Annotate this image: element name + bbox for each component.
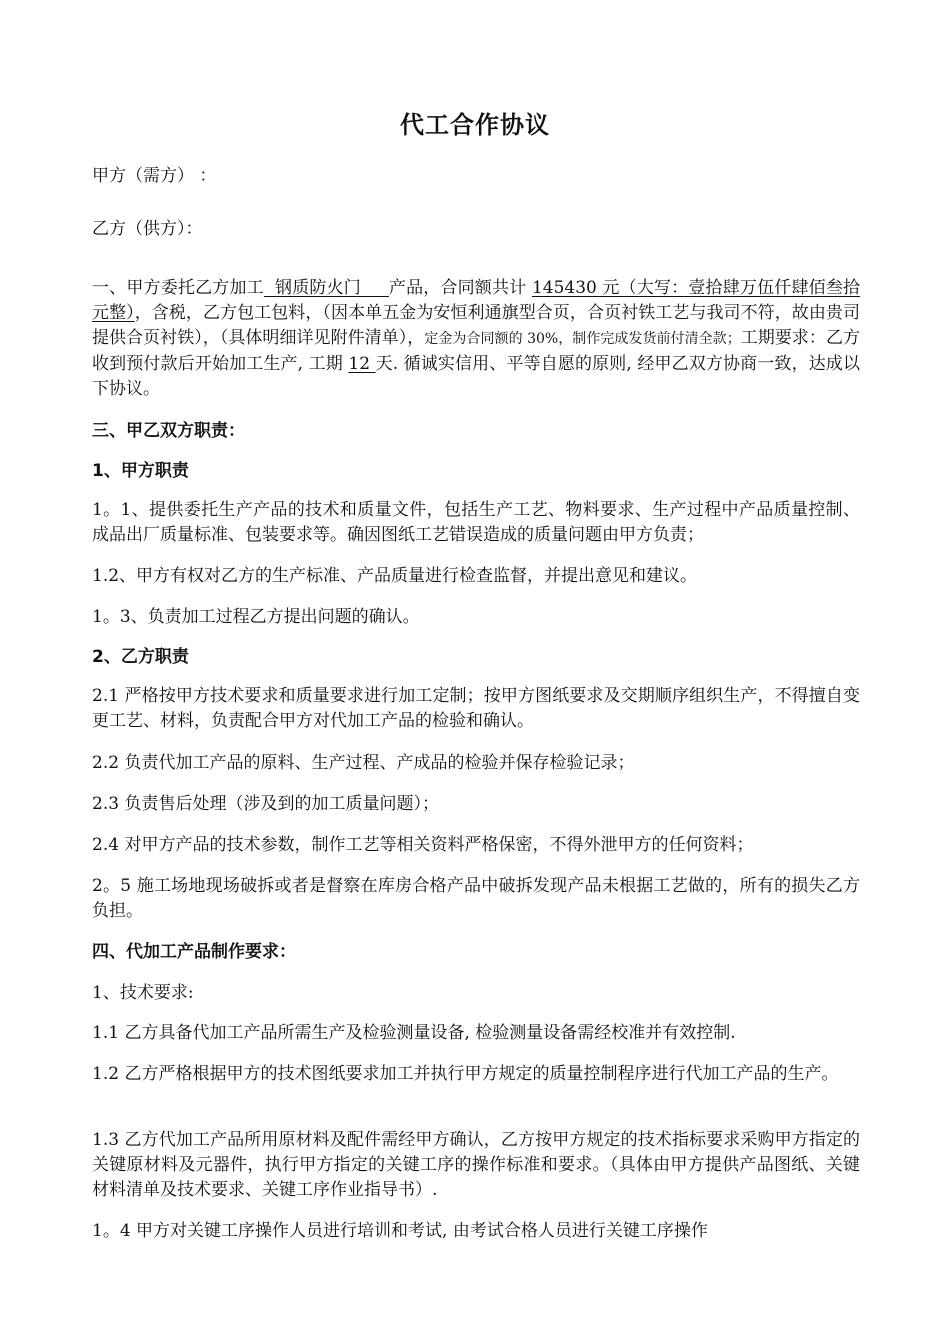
clause-4-1-3: 1.3 乙方代加工产品所用原材料及配件需经甲方确认，乙方按甲方规定的技术指标要求采购甲方指定的关键原材料及元器件，执行甲方指定的关键工序的操作标准和要求。（具体由甲方提供产品图纸、关键材料清单及技术要求、关键工序作业指导书）. [92, 1130, 860, 1200]
intro-text-5: 工期要求：乙方收到预付款后开始加工生产, 工期 [92, 328, 860, 374]
clause-1-3: 1。3、负责加工过程乙方提出问题的确认。 [92, 607, 420, 627]
intro-paragraph [92, 276, 860, 402]
party-a-line: 甲方（需方） ： [92, 166, 217, 186]
clause-2-4: 2.4 对甲方产品的技术参数，制作工艺等相关资料严格保密，不得外泄甲方的任何资料； [92, 835, 754, 855]
clause-4-1-4: 1。4 甲方对关键工序操作人员进行培训和考试, 由考试合格人员进行关键工序操作 [92, 1221, 708, 1241]
intro-text-2: 产品，合同额共计 [388, 278, 532, 298]
document-title: 代工合作协议 [400, 111, 550, 139]
section-4-heading: 四、代加工产品制作要求： [92, 942, 296, 962]
product-name: 钢质防火门 [263, 278, 389, 298]
party-b-duties-heading: 2、乙方职责 [92, 647, 189, 667]
intro-text-1: 一、甲方委托乙方加工 [92, 278, 264, 298]
clause-4-1-2: 1.2 乙方严格根据甲方的技术图纸要求加工并执行甲方规定的质量控制程序进行代加工产品的生产。 [92, 1064, 839, 1084]
construction-days: 12 [348, 354, 376, 374]
section-3-heading: 三、甲乙双方职责： [92, 421, 245, 441]
clause-2-3: 2.3 负责售后处理（涉及到的加工质量问题）； [92, 794, 439, 814]
clause-4-1-1: 1.1 乙方具备代加工产品所需生产及检验测量设备, 检验测量设备需经校准并有效控制. [92, 1023, 736, 1043]
contract-amount: 145430 元（大写：壹拾肆万伍仟肆佰叁拾元整） [92, 278, 861, 323]
party-a-duties-heading: 1、甲方职责 [92, 461, 189, 481]
technical-requirements-heading: 1、技术要求: [92, 983, 194, 1003]
clause-2-5: 2。5 施工场地现场破拆或者是督察在库房合格产品中破拆发现产品未根据工艺做的，所有的损失乙方负担。 [92, 876, 860, 921]
clause-2-1: 2.1 严格按甲方技术要求和质量要求进行加工定制；按甲方图纸要求及交期顺序组织生产，不得擅自变更工艺、材料，负责配合甲方对代加工产品的检验和确认。 [92, 686, 860, 731]
party-b-line: 乙方（供方）： [92, 219, 203, 239]
intro-text-4: 定金为合同额的 30%，制作完成发货前付清全款； [424, 331, 741, 347]
clause-1-2: 1.2、甲方有权对乙方的生产标准、产品质量进行检查监督，并提出意见和建议。 [92, 566, 698, 586]
intro-text-6: 天. 循诚实信用、平等自愿的原则, 经甲乙双方协商一致，达成以下协议。 [92, 354, 860, 399]
intro-text-3: ，含税，乙方包工包料，（因本单五金为安恒利通旗型合页，合页衬铁工艺与我司不符，故由贵司提供合页衬铁），（具体明细详见附件清单）， [92, 303, 861, 348]
clause-2-2: 2.2 负责代加工产品的原料、生产过程、产成品的检验并保存检验记录； [92, 753, 635, 773]
clause-1-1: 1。1、提供委托生产产品的技术和质量文件，包括生产工艺、物料要求、生产过程中产品质量控制、成品出厂质量标准、包装要求等。确因图纸工艺错误造成的质量问题由甲方负责； [92, 500, 860, 545]
